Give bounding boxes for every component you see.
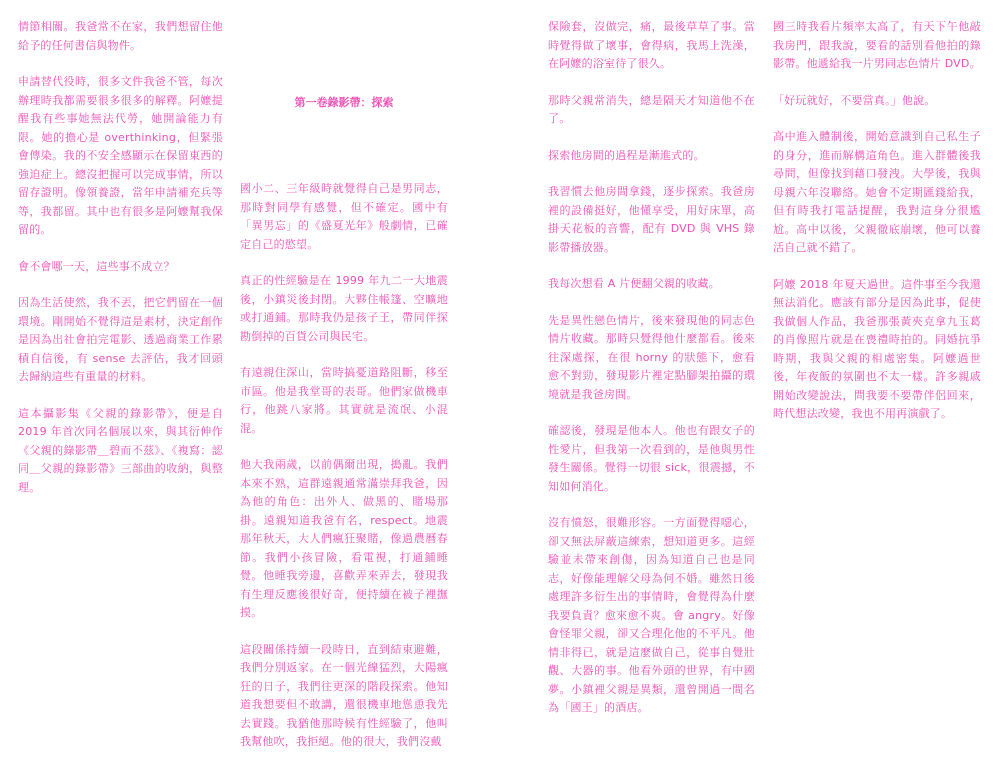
paragraph: 先是異性戀色情片，後來發現他的同志色情片收藏。那時只覺得他什麼都看。後來往深處探，在很 horny 的狀態下，愈看愈不對勁，發現影片裡定點腳架拍攝的環境就是我爸房間。 bbox=[548, 313, 755, 401]
paragraph: 那時父親常消失，總是隔天才知道他不在了。 bbox=[548, 93, 755, 125]
text-column-4 bbox=[773, 18, 981, 442]
right-page bbox=[500, 0, 1000, 719]
paragraph: 保險套，沒做完，痛，最後草草了事。當時覺得做了壞事，會得病，我馬上洗澡，在阿嬤的浴室待了很久。 bbox=[548, 20, 755, 70]
paragraph: 因為生活使然，我不丟，把它們留在一個環境。剛開始不覺得這是素材，決定創作是因為出社會拍完電影、透過商業工作累積自信後，有 sense 去評估，我才回頭去歸納這些有重量的材料。 bbox=[18, 296, 223, 383]
paragraph: 探索他房間的過程是漸進式的。 bbox=[548, 148, 705, 162]
paragraph: 會不會哪一天，這些事不成立？ bbox=[18, 259, 175, 273]
paragraph: 國三時我看片頻率太高了，有天下午他敲我房門，跟我說，要看的話別看他拍的錄影帶。他遞給我一片男同志色情片 DVD。 bbox=[773, 20, 981, 70]
paragraph: 高中進入體制後，開始意識到自己私生子的身分，進而解構這角色。進入群體後我尋問，但像找到藉口發洩。大學後，我與母親六年沒聯絡。她會不定期匯錢給我，但有時我打電話提醒，我對這身分很尷尬。高中以後，父親徹底崩壞，他可以養活自己就不錯了。 bbox=[773, 130, 981, 254]
paragraph: 這段關係持續一段時日，直到結束避難，我們分別返家。在一個光線猛烈，大陽瘋狂的日子，我們往更深的階段探索。他知道我想要但不敢講，還很機車地慫恿我先去實踐。我猶他那時候有性經驗了，他叫我幫他吹，我拒絕。他的很大，我們沒戴 bbox=[240, 642, 448, 748]
paragraph: 真正的性經驗是在 1999 年九二一大地震後，小鎮災後封閉。大夥住帳篷、空曠地或打通鋪。那時我仍是孩子王，帶同伴探勘倒掉的百貨公司與民宅。 bbox=[240, 274, 448, 343]
text-column-1 bbox=[18, 18, 223, 515]
paragraph: 有遠親住深山，當時搞憂道路阻斷，移至市區。他是我堂哥的表哥。他們家做機車行，他跳八家將。其實就是流氓、小混混。 bbox=[240, 366, 448, 435]
paragraph: 情節相關。我爸常不在家，我們想留住他給予的任何書信與物件。 bbox=[18, 20, 223, 52]
paragraph: 國小二、三年級時就覺得自己是男同志，那時對同學有感覺，但不確定。國中有「異男忘」的《盛夏光年》般劇情，已確定自己的慾望。 bbox=[240, 182, 448, 251]
paragraph: 「好玩就好，不要當真。」他說。 bbox=[773, 93, 936, 107]
text-column-2 bbox=[240, 180, 448, 770]
left-page bbox=[0, 0, 500, 748]
paragraph: 沒有憤怒，很難形容。一方面覺得噁心，卻又無法屏蔽這練索，想知道更多。這經驗並未帶來創傷，因為知道自己也是同志，好像能理解父母為何不婚。雖然日後處理許多衍生出的事情時，會覺得為什麼我要負責？愈來愈不爽。會 angry。好像會怪罪父親，卻又合理化他的不平凡。他情非得已，就是這麼做自己，從事自覺壯觀、大器的事。他看外頭的世界，有中國夢。小鎮裡父親是異類，還曾開過一間名為「國王」的酒店。 bbox=[548, 516, 755, 714]
paragraph: 我習慣去他房間拿錢，逐步探索。我爸房裡的設備挺好，他懂享受，用好床單，高掛天花板的音響，配有 DVD 與 VHS 錄影帶播放器。 bbox=[548, 185, 755, 254]
paragraph: 確認後，發現是他本人。他也有跟女子的性愛片，但我第一次看到的，是他與男性發生關係。覺得一切很 sick，很震撼，不知如何消化。 bbox=[548, 424, 755, 493]
section-heading: 第一卷錄影帶：探索 bbox=[294, 96, 394, 109]
text-column-3 bbox=[548, 18, 755, 736]
paragraph: 他大我兩歲，以前偶爾出現，搗亂。我們本來不熟，這群遠親通常滿崇拜我爸，因為他的角色：出外人、做黑的、賭場那掛。遠親知道我爸有名，respect。地震那年秋天，大人們瘋狂聚賭，像過農曆春節。我們小孩冒險，看電視，打通鋪睡覺。他睡我旁邊，喜歡弄來弄去，發現我有生理反應後很好奇，便持續在被子裡撫摸。 bbox=[240, 458, 448, 619]
paragraph: 申請替代役時，很多文件我爸不管，每次辦理時我都需要很多很多的解釋。阿嬤提醒我有些事她無法代勞，她開論能力有限。她的擔心是 overthinking，但緊張會傳染。我的不安全感顯示在保留東西的強迫症上。總沒把握可以完成事情，所以留存證明。像領養證，當年申請補充兵等等，我都留。其中也有很多是阿嬤幫我保留的。 bbox=[18, 75, 223, 236]
paragraph: 我每次想看 A 片便翻父親的收藏。 bbox=[548, 277, 720, 290]
paragraph: 這本攝影集《父親的錄影帶》，便是自 2019 年首次同名個展以來，與其衍伸作《父親的錄影帶＿碧而不茲》、《複寫：認同＿父親的錄影帶》三部曲的收納，與整理。 bbox=[18, 406, 223, 494]
paragraph: 阿嬤 2018 年夏天過世。這件事至今我還無法消化。應該有部分是因為此事，促使我做個人作品，我爸那張黃夾克拿九玉葛的肖像照片就是在喪禮時拍的。同婚抗爭時期，我與父親的相處密集。阿嬤過世後，年夜飯的氛圍也不太一樣。許多親戚開始改變說法，問我要不要帶伴侶回來，時代想法改變，我也不用再演戲了。 bbox=[773, 277, 981, 420]
